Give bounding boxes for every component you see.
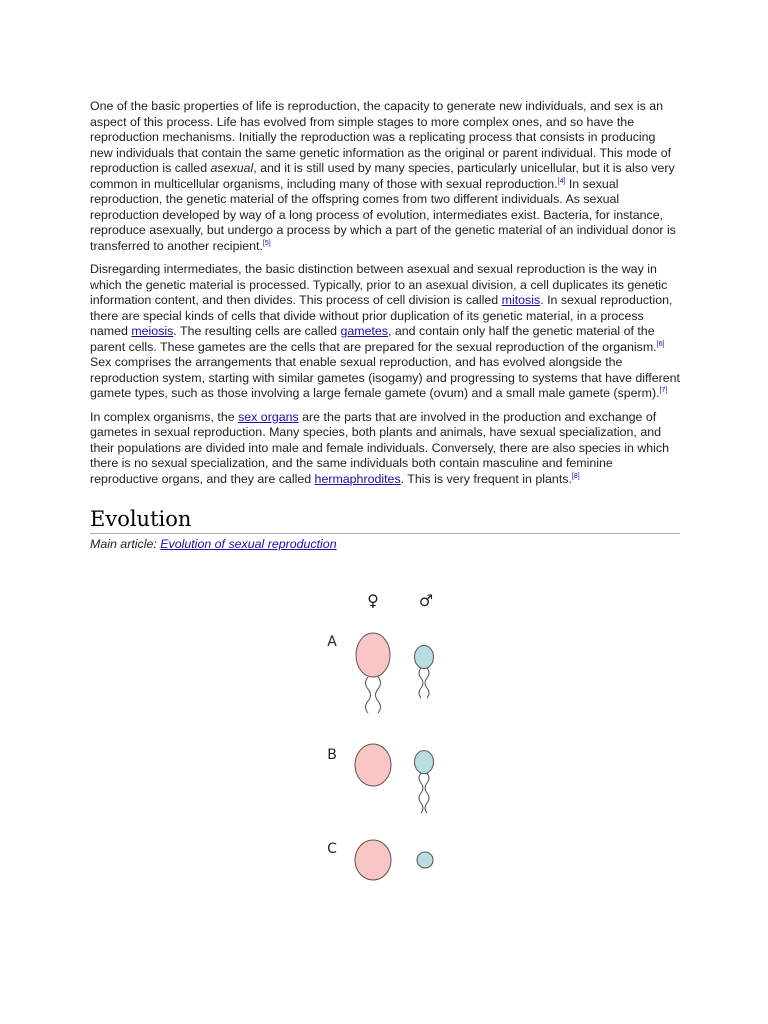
row-label-c: C: [327, 841, 337, 857]
female-gamete-c: [355, 840, 391, 880]
male-flagellum-b-1: [419, 773, 423, 813]
text-run: . In sexual reproduction, there are special kinds of cells that divide without prior duplication of its genetic material, in a process named: [90, 293, 673, 338]
paragraph-3: [90, 410, 680, 488]
article-content: [90, 99, 680, 551]
text-run: Disregarding intermediates, the basic distinction between asexual and sexual reproduction is the way in which the genetic material is processed. Typically, prior to an asexual division, a cell duplicates its genetic information content, and then divides. This process of cell division is called: [90, 262, 668, 307]
link-mitosis[interactable]: mitosis: [501, 293, 541, 307]
text-run: , and contain only half the genetic material of the parent cells. These gametes are the cells that are prepared for the sexual reproduction of the organism.: [90, 324, 657, 354]
male-flagellum-b-2: [425, 773, 429, 813]
main-article-link[interactable]: Evolution of sexual reproduction: [160, 537, 337, 551]
male-gamete-b: [415, 751, 434, 774]
text-run: are the parts that are involved in the production and exchange of gametes in sexual reproduction. Many species, both plants and animals, have sexual specialization, and their populations are divided into male and female individuals. Conversely, there are also species in which there is no sexual specialization, and the same individuals both contain masculine and feminine reproductive organs, and they are called: [90, 409, 670, 486]
link-hermaphrodites[interactable]: hermaphrodites: [314, 471, 401, 486]
citation-ref[interactable]: [5]: [262, 239, 271, 247]
male-gamete-c: [417, 852, 433, 868]
female-flagellum-a-1: [366, 677, 371, 713]
emphasis-text: asexual: [210, 161, 254, 175]
citation-ref[interactable]: [8]: [571, 472, 580, 480]
citation-ref[interactable]: [7]: [659, 386, 668, 394]
paragraph-1: [90, 99, 680, 254]
female-gamete-b: [355, 744, 391, 786]
link-sex-organs[interactable]: sex organs: [238, 409, 299, 424]
citation-ref[interactable]: [6]: [656, 340, 665, 348]
hatnote-prefix: Main article:: [90, 537, 161, 551]
female-flagellum-a-2: [376, 677, 381, 713]
citation-ref[interactable]: [4]: [557, 177, 566, 185]
section-heading: Evolution: [90, 507, 680, 534]
female-gamete-a: [356, 633, 390, 677]
text-run: . The resulting cells are called: [173, 324, 341, 338]
female-symbol-icon: ♀: [367, 591, 379, 610]
link-gametes[interactable]: gametes: [340, 324, 389, 338]
text-run: , and it is still used by many species, particularly unicellular, but it is also very common in multicellular organisms, including many of those with sexual reproduction.: [90, 161, 675, 191]
gamete-diagram: [320, 588, 450, 888]
text-run: Sex comprises the arrangements that enable sexual reproduction, and has evolved alongside the reproduction system, starting with similar gametes (isogamy) and progressing to systems that have different gamete types, such as those involving a large female gamete (ovum) and a small male gamete (sperm).: [90, 355, 680, 400]
text-run: One of the basic properties of life is reproduction, the capacity to generate new individuals, and sex is an aspect of this process. Life has evolved from simple stages to more complex ones, and so have the reproduction mechanisms. Initially the reproduction was a replicating process that consists in producing new individuals that contain the same genetic information as the original or parent individual. This mode of reproduction is called: [90, 99, 672, 175]
hatnote: [90, 537, 680, 551]
article-body: [90, 99, 680, 487]
male-flagellum-a-1: [419, 668, 423, 698]
male-gamete-a: [415, 646, 434, 669]
text-run: In sexual reproduction, the genetic material of the offspring comes from two different individuals. As sexual reproduction developed by way of a long process of evolution, intermediates exist. Bacteria, for instance, reproduce asexually, but undergo a process by which a part of the genetic material of an individual donor is transferred to another recipient.: [90, 176, 676, 253]
link-meiosis[interactable]: meiosis: [131, 324, 174, 338]
row-label-a: A: [327, 634, 337, 650]
row-label-b: B: [327, 747, 337, 763]
text-run: In complex organisms, the: [90, 409, 239, 424]
paragraph-2: [90, 262, 680, 402]
male-flagellum-a-2: [425, 668, 429, 698]
text-run: . This is very frequent in plants.: [400, 471, 572, 486]
male-symbol-icon: ♂: [418, 591, 434, 610]
